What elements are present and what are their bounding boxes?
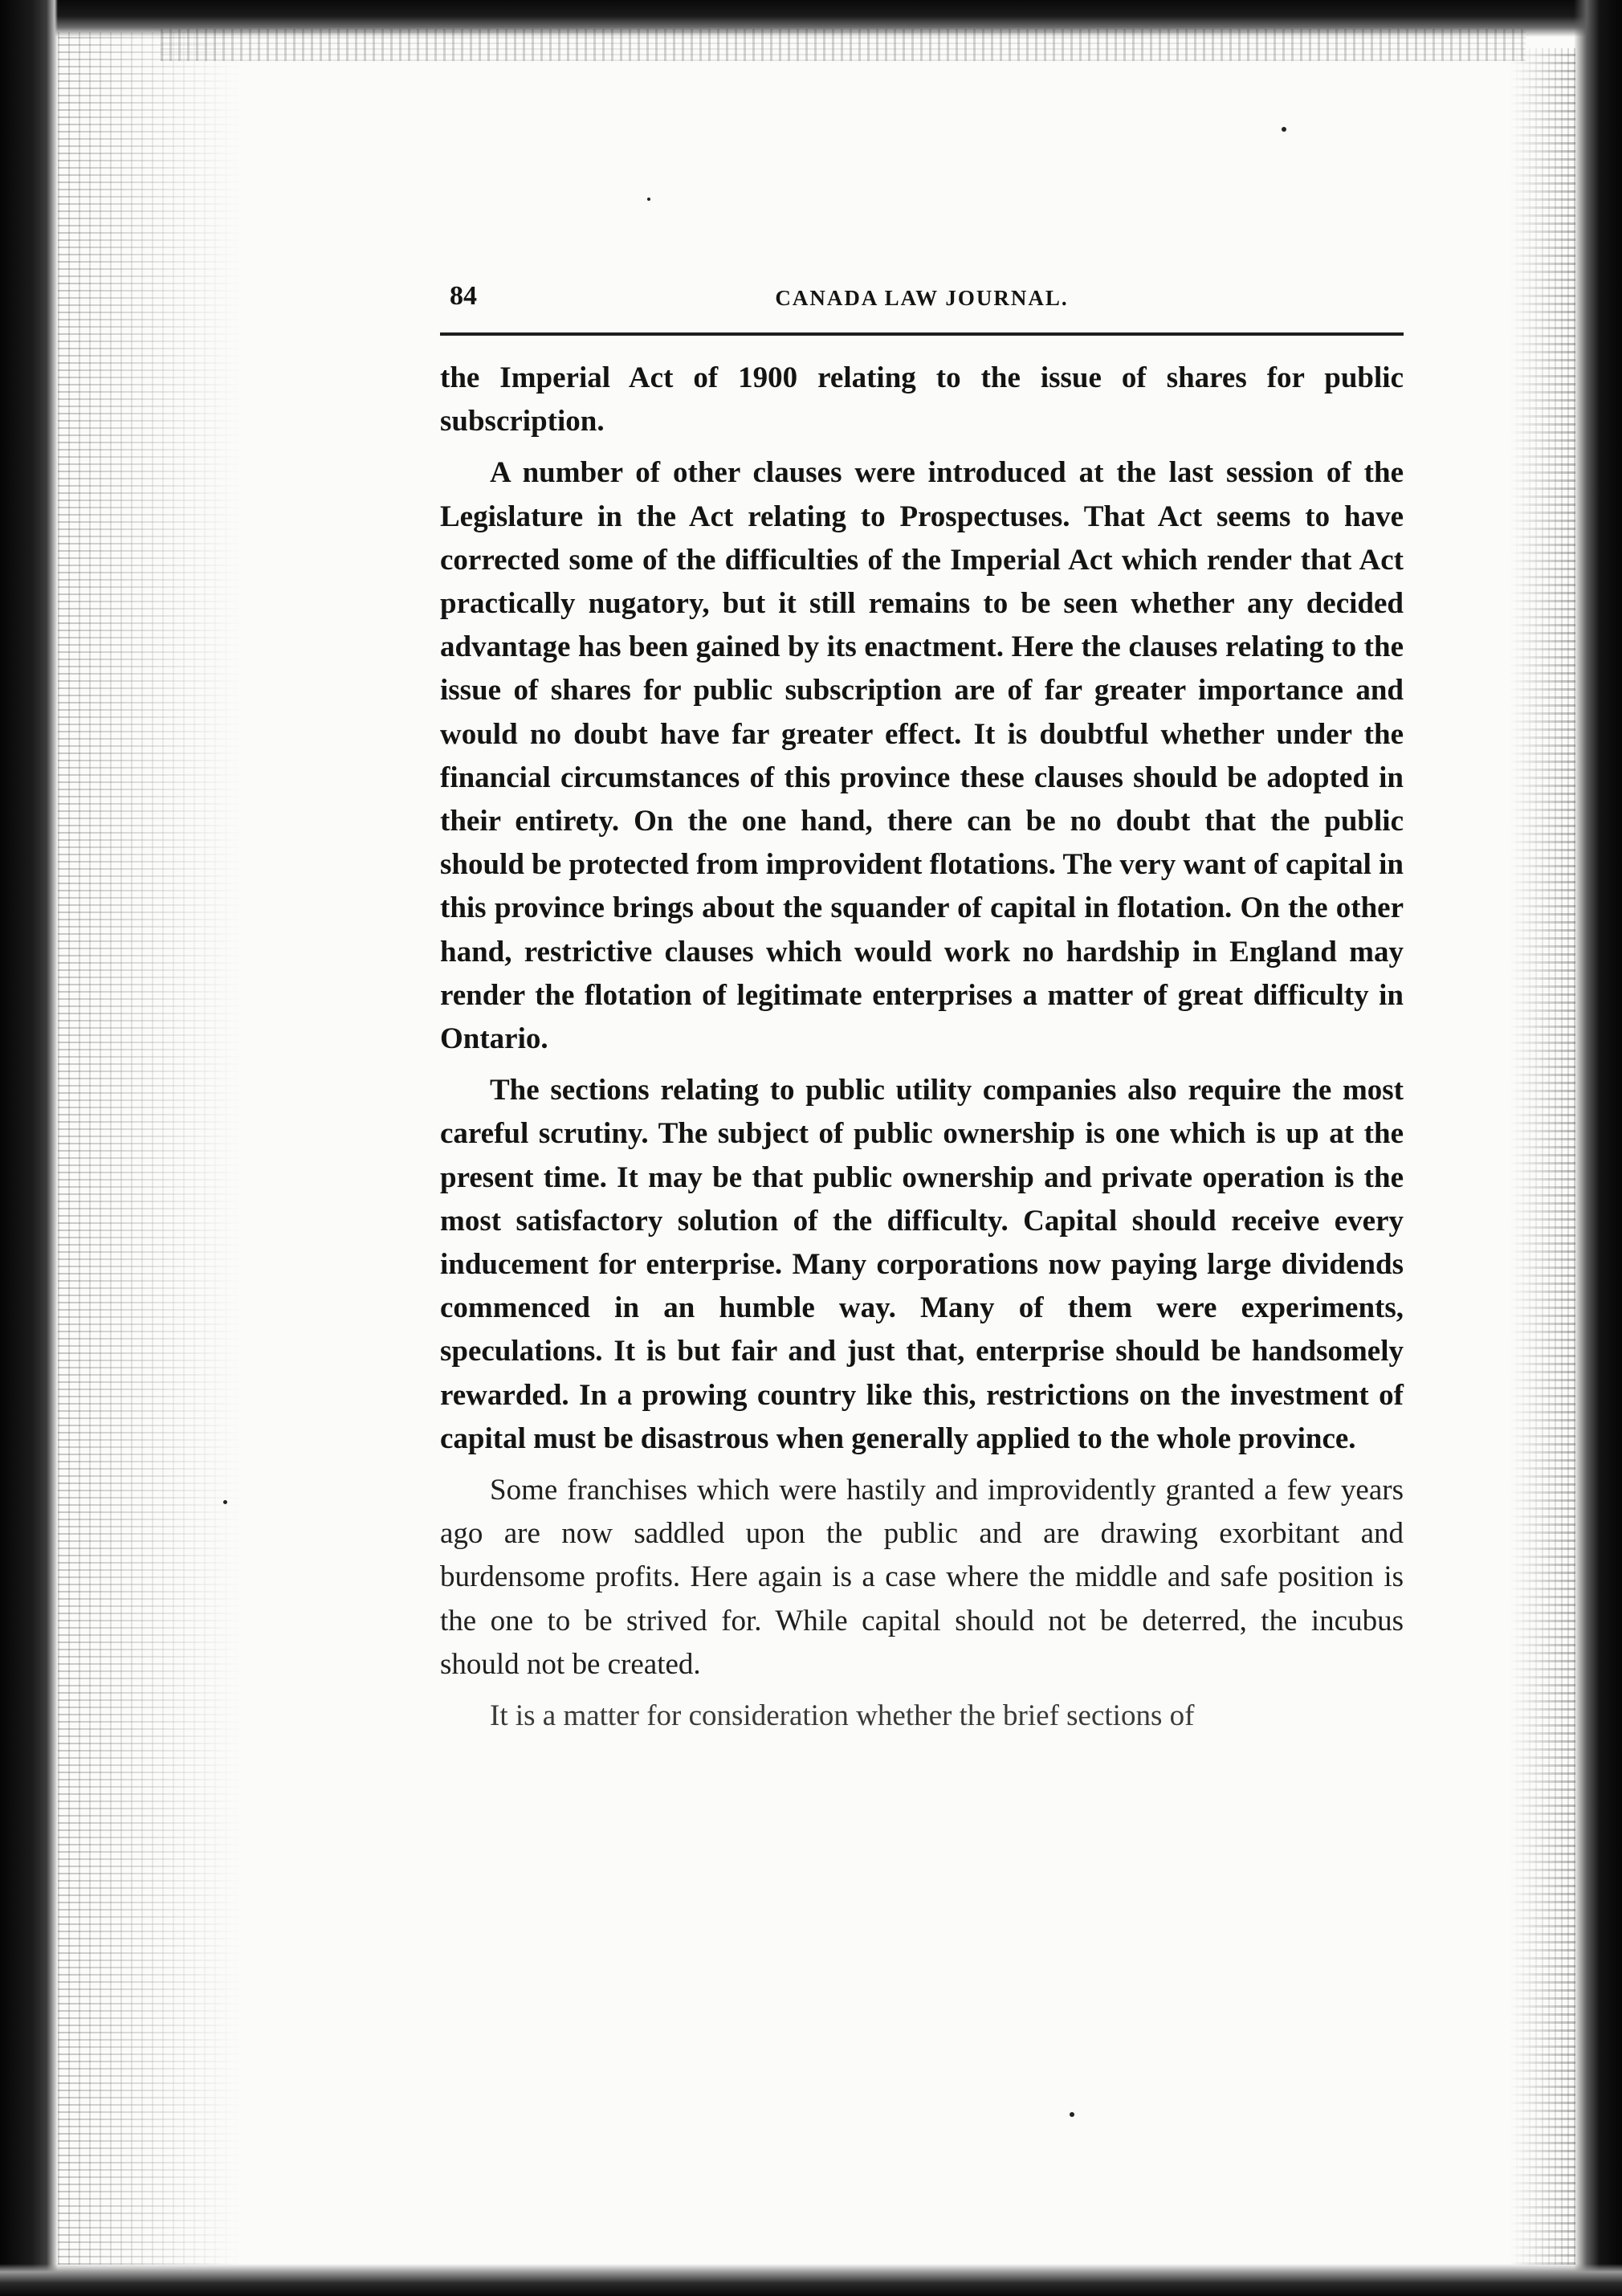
article-body (440, 357, 1404, 1738)
paragraph: the Imperial Act of 1900 relating to the issue of shares for public subscription. (440, 361, 1404, 438)
scan-speck (1282, 127, 1286, 132)
journal-title: CANADA LAW JOURNAL. (775, 286, 1069, 310)
scan-noise-top (161, 29, 1526, 61)
scan-speck (223, 1500, 227, 1504)
paragraph: The sections relating to public utility companies also require the most careful scrutiny. The subject of public ownership is one which is up at the present time. It may be that public ownership and private operation is the most satisfactory solution of the difficulty. Capital should receive every inducement for enterprise. Many corporations now paying large dividends commenced in an humble way. Many of them were experiments, speculations. It is but fair and just that, enterprise should be handsomely rewarded. In a prowing country like this, restrictions on the investment of capital must be disastrous when generally applied to the whole province. (440, 1074, 1404, 1455)
running-head (440, 279, 1404, 320)
scan-edge-bottom (0, 2264, 1622, 2296)
book-binding-shadow (58, 32, 242, 2265)
paragraph: A number of other clauses were introduced at the last session of the Legislature in the Act relating to Prospectuses. That Act seems to have corrected some of the difficulties of the Imperial Act which render that Act practically nugatory, but it still remains to be seen whether any decided advantage has been gained by its enactment. Here the clauses relating to the issue of shares for public subscription are of far greater importance and would no doubt have far greater effect. It is doubtful whether under the financial circumstances of this province these clauses should be adopted in their entirety. On the one hand, there can be no doubt that the public should be protected from improvident flotations. The very want of capital in this province brings about the squander of capital in flotation. On the other hand, restrictive clauses which would work no hardship in England may render the flotation of legitimate enterprises a matter of great difficulty in Ontario. (440, 456, 1404, 1056)
paragraph: It is a matter for consideration whether the brief sections of (490, 1699, 1195, 1733)
scan-edge-right (1574, 0, 1622, 2296)
scan-noise-right (1510, 48, 1575, 2265)
scan-edge-left (0, 0, 58, 2296)
scan-speck (647, 198, 650, 201)
scan-speck (1070, 2112, 1074, 2117)
paragraph: Some franchises which were hastily and improvidently granted a few years ago are now saddled upon the public and are drawing exorbitant and burdensome profits. Here again is a case where the middle and safe position is the one to be strived for. While capital should not be deterred, the incubus should not be created. (440, 1474, 1404, 1681)
header-rule (440, 332, 1404, 336)
page-number: 84 (450, 281, 477, 311)
journal-page (440, 279, 1404, 1746)
